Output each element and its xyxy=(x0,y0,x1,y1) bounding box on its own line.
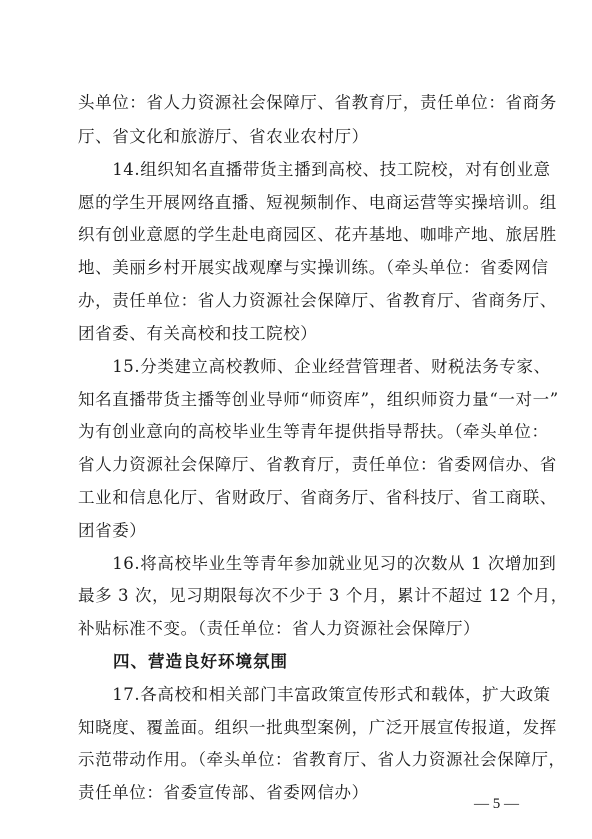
text-line: 地、美丽乡村开展实战观摩与实操训练。（牵头单位：省委网信 xyxy=(78,258,549,277)
text-line: 头单位：省人力资源社会保障厅、省教育厅，责任单位：省商务 xyxy=(78,93,557,112)
text-line: 知晓度、覆盖面。组织一批典型案例，广泛开展宣传报道，发挥 xyxy=(78,718,557,737)
text-line: 厅、省文化和旅游厅、省农业农村厅） xyxy=(78,127,369,146)
text-line: 工业和信息化厅、省财政厅、省商务厅、省科技厅、省工商联、 xyxy=(78,488,557,507)
text-line: 团省委、有关高校和技工院校） xyxy=(78,324,318,343)
text-line: 17.各高校和相关部门丰富政策宣传形式和载体，扩大政策 xyxy=(78,685,551,704)
text-line: 为有创业意向的高校毕业生等青年提供指导帮扶。（牵头单位： xyxy=(78,422,549,441)
section-heading: 四、营造良好环境氛围 xyxy=(78,652,288,671)
text-line: 织有创业意愿的学生赴电商园区、花卉基地、咖啡产地、旅居胜 xyxy=(78,225,557,244)
text-line: 15.分类建立高校教师、企业经营管理者、财税法务专家、 xyxy=(78,357,551,376)
text-line: 责任单位：省委宣传部、省委网信办） xyxy=(78,783,369,802)
page-number: — 5 — xyxy=(474,796,519,812)
text-line: 团省委） xyxy=(78,521,147,540)
text-line: 知名直播带货主播等创业导师“师资库”，组织师资力量“一对一” xyxy=(78,390,559,409)
text-line: 补贴标准不变。（责任单位：省人力资源社会保障厅） xyxy=(78,619,481,638)
text-line: 16.将高校毕业生等青年参加就业见习的次数从 1 次增加到 xyxy=(78,554,557,573)
text-line: 省人力资源社会保障厅、省教育厅，责任单位：省委网信办、省 xyxy=(78,455,557,474)
text-line: 14.组织知名直播带货主播到高校、技工院校，对有创业意 xyxy=(78,160,551,179)
text-line: 示范带动作用。（牵头单位：省教育厅、省人力资源社会保障厅， xyxy=(78,750,566,769)
text-line: 愿的学生开展网络直播、短视频制作、电商运营等实操培训。组 xyxy=(78,193,557,212)
text-line: 最多 3 次，见习期限每次不少于 3 个月，累计不超过 12 个月， xyxy=(78,586,568,605)
text-line: 办，责任单位：省人力资源社会保障厅、省教育厅、省商务厅、 xyxy=(78,291,557,310)
